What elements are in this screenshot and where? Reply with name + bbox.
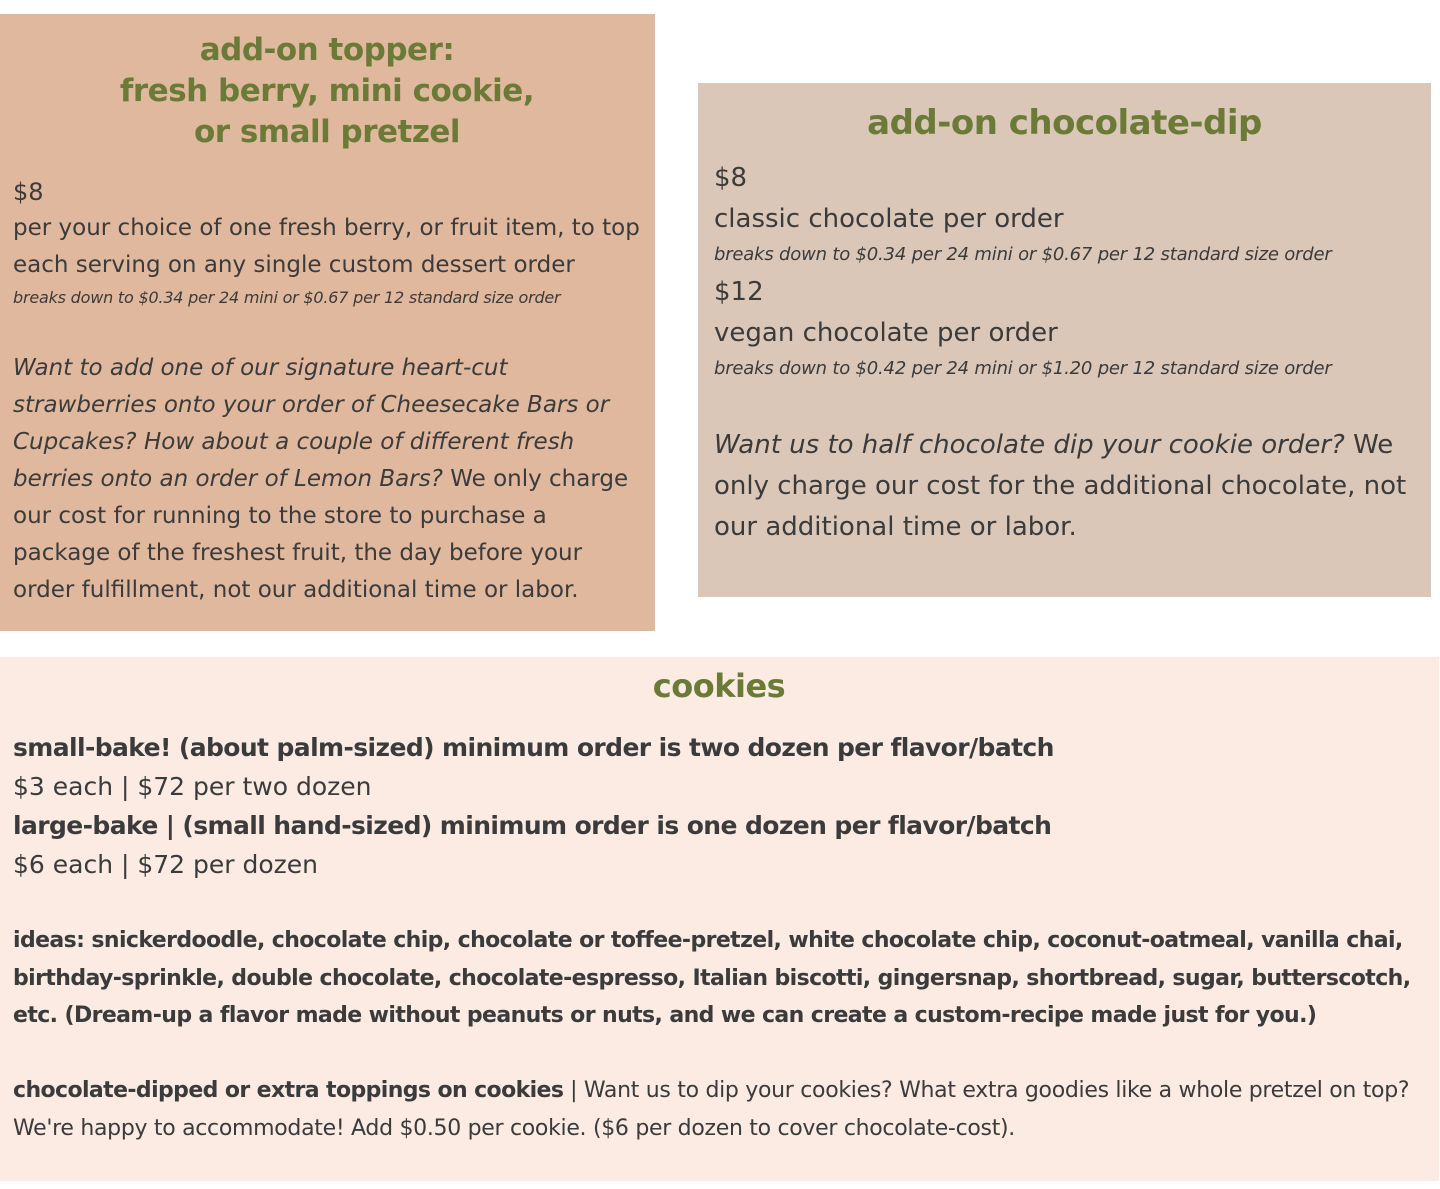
topper-blurb-italic: Want to add one of our signature heart-cut strawberries onto your order of Cheesecake Bars or Cupcakes? How about a couple of different fresh berries onto an order of Lemon Bars? <box>13 355 610 492</box>
cookie-tier-price: $6 each | $72 per dozen <box>13 850 319 879</box>
dip-option-breakdown: breaks down to $0.42 per 24 mini or $1.20 per 12 standard size order <box>714 358 1332 379</box>
cookies-card <box>0 657 1439 1181</box>
topper-heading <box>13 30 641 153</box>
dip-option-price: $8 <box>714 163 748 193</box>
cookie-extras <box>13 1072 1425 1148</box>
dip-heading: add-on chocolate-dip <box>867 103 1262 143</box>
topper-blurb-plain: We only charge our cost for running to the store to purchase a package of the freshest fruit, the day before your order fulfillment, not our additional time or labor. <box>13 466 629 603</box>
dip-blurb-italic: Want us to half chocolate dip your cookie order? <box>714 430 1345 460</box>
topper-card <box>0 14 655 631</box>
dip-option-price: $12 <box>714 277 764 307</box>
topper-heading-line: fresh berry, mini cookie, <box>119 73 535 109</box>
cookie-extras-title: chocolate-dipped or extra toppings on cookies <box>13 1077 564 1103</box>
dip-blurb-plain: We only charge our cost for the additional chocolate, not our additional time or labor. <box>714 430 1407 542</box>
topper-breakdown: breaks down to $0.34 per 24 mini or $0.67 per 12 standard size order <box>13 288 561 307</box>
cookie-ideas: ideas: snickerdoodle, chocolate chip, chocolate or toffee-pretzel, white chocolate chip, coconut-oatmeal, vanilla chai, birthday-sprinkle, double chocolate, chocolate-espresso, Italian biscotti, gingersnap, shortbread, sugar, butterscotch, etc. (Dream-up a flavor made without peanuts or nuts, and we can create a custom-recipe made just for you.) <box>13 928 1411 1028</box>
topper-description: per your choice of one fresh berry, or fruit item, to top each serving on any single custom dessert order <box>13 215 640 278</box>
cookies-heading: cookies <box>652 667 786 705</box>
dip-option-breakdown: breaks down to $0.34 per 24 mini or $0.67 per 12 standard size order <box>714 244 1332 265</box>
dip-blurb <box>714 425 1415 548</box>
topper-heading-line: add-on topper: <box>199 32 455 68</box>
cookie-tier-title: small-bake! (about palm-sized) minimum order is two dozen per flavor/batch <box>13 733 1054 762</box>
topper-heading-line: or small pretzel <box>193 114 461 150</box>
dip-option-description: classic chocolate per order <box>714 204 1064 234</box>
dip-option-description: vegan chocolate per order <box>714 318 1058 348</box>
cookie-tier-price: $3 each | $72 per two dozen <box>13 772 372 801</box>
topper-price: $8 <box>13 178 44 206</box>
topper-blurb <box>13 350 641 609</box>
cookie-extras-text: | Want us to dip your cookies? What extra goodies like a whole pretzel on top? We're happy to accommodate! Add $0.50 per cookie. ($6 per dozen to cover chocolate-cost). <box>13 1077 1410 1141</box>
cookie-tier-title: large-bake | (small hand-sized) minimum order is one dozen per flavor/batch <box>13 811 1052 840</box>
chocolate-dip-card <box>698 83 1431 597</box>
